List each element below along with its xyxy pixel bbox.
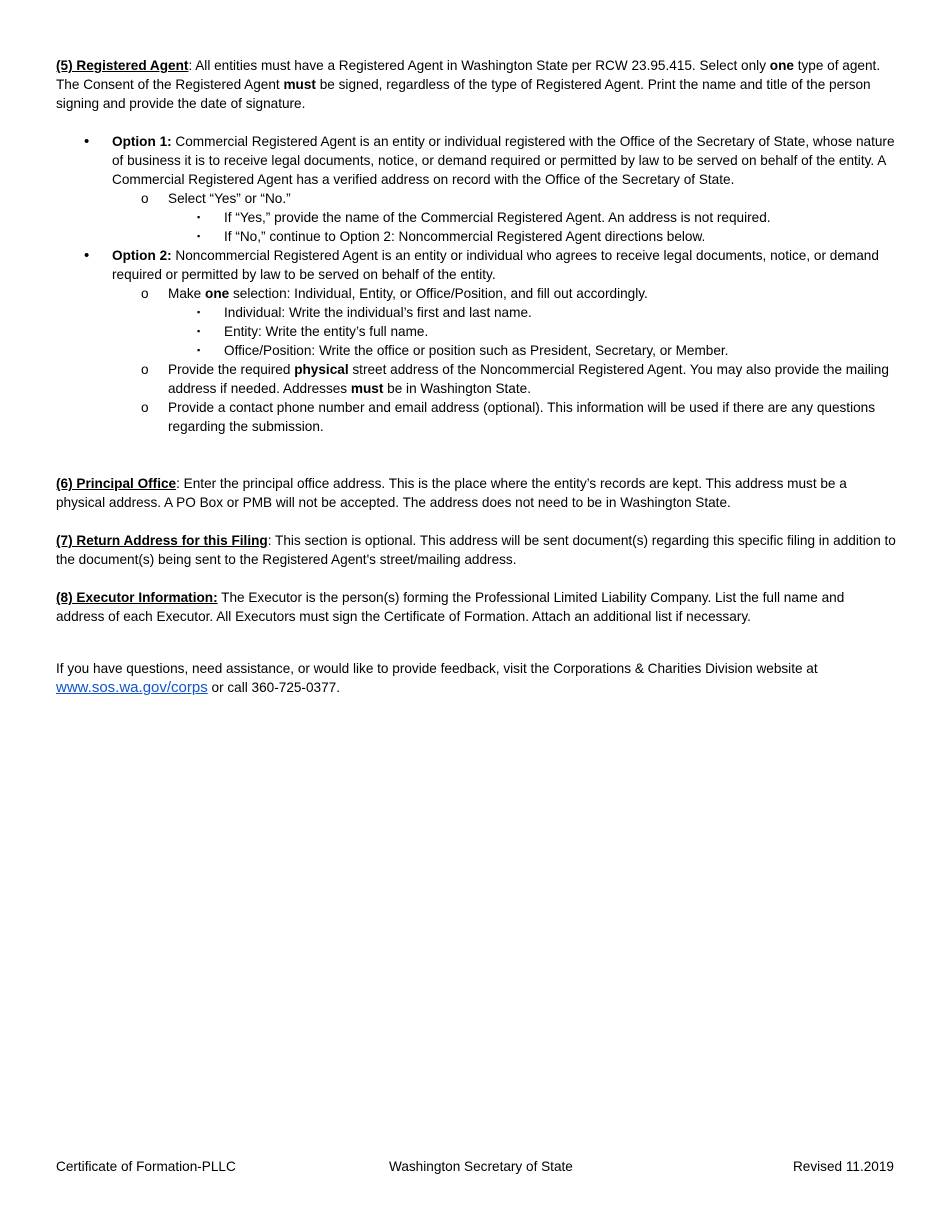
contact-text: If you have questions, need assistance, or would like to provide feedback, visit the Corporations & Charities Division website at xyxy=(56,661,818,676)
option-2-entity-item xyxy=(56,322,896,341)
square-bullet-icon: ▪ xyxy=(197,231,201,241)
option-2-entity-text: Entity: Write the entity’s full name. xyxy=(224,324,429,339)
page-footer xyxy=(56,1157,894,1175)
section-8-title: (8) Executor Information: xyxy=(56,590,218,605)
option-2-label: Option 2: xyxy=(112,248,172,263)
section-8-text: The Executor is the person(s) forming the Professional Limited Liability Company. List the full name and address of each Executor. All Executors must sign the Certificate of Formation. Attach an additional list if necessary. xyxy=(56,590,845,624)
option-2-address-item xyxy=(56,360,896,398)
option-2-office-item xyxy=(56,341,896,360)
option-2-address-text: be in Washington State. xyxy=(383,381,531,396)
square-bullet-icon: ▪ xyxy=(197,326,201,336)
option-2-contact-text: Provide a contact phone number and email address (optional). This information will be used if there are any questions regarding the submission. xyxy=(168,400,876,434)
option-2-make-bold: one xyxy=(205,286,230,301)
bullet-icon: • xyxy=(84,133,90,150)
section-6-text: : Enter the principal office address. This is the place where the entity’s records are kept. This address must be a physical address. A PO Box or PMB will not be accepted. The address does not need to be in Washington State. xyxy=(56,476,847,510)
footer-revision: Revised 11.2019 xyxy=(792,1159,894,1174)
square-bullet-icon: ▪ xyxy=(197,212,201,222)
section-5-bold: one xyxy=(769,58,794,73)
footer-form-name: Certificate of Formation-PLLC xyxy=(56,1159,236,1174)
circle-bullet-icon: o xyxy=(141,400,149,415)
option-2-address-bold: must xyxy=(350,381,384,396)
square-bullet-icon: ▪ xyxy=(197,345,201,355)
contact-phone-text: or call 360-725-0377. xyxy=(207,680,340,695)
section-6-principal-office xyxy=(56,474,896,512)
document-page xyxy=(56,56,896,697)
circle-bullet-icon: o xyxy=(141,191,149,206)
option-1-item xyxy=(56,132,896,189)
section-5-text: be signed, regardless of the type of Registered Agent. Print the name and title of the person signing and provide the date of signature. xyxy=(56,77,871,111)
option-1-yes-item xyxy=(56,208,896,227)
footer-agency: Washington Secretary of State xyxy=(389,1159,573,1174)
option-1-select-item xyxy=(56,189,896,208)
option-1-no-item xyxy=(56,227,896,246)
option-2-contact-item xyxy=(56,398,896,436)
section-7-title: (7) Return Address for this Filing xyxy=(56,533,268,548)
circle-bullet-icon: o xyxy=(141,362,149,377)
option-1-no-text: If “No,” continue to Option 2: Noncommercial Registered Agent directions below. xyxy=(224,229,706,244)
section-7-text: : This section is optional. This address will be sent document(s) regarding this specific filing in addition to the document(s) being sent to the Registered Agent's street/mailing address. xyxy=(56,533,896,567)
option-2-make-selection-item xyxy=(56,284,896,303)
square-bullet-icon: ▪ xyxy=(197,307,201,317)
option-2-address-text: street address of the Noncommercial Registered Agent. You may also provide the mailing address if needed. Addresses xyxy=(168,362,889,396)
registered-agent-options-list xyxy=(56,132,896,436)
section-5-title: (5) Registered Agent xyxy=(56,58,189,73)
option-2-make-text: selection: Individual, Entity, or Office/Position, and fill out accordingly. xyxy=(229,286,648,301)
option-2-office-text: Office/Position: Write the office or position such as President, Secretary, or Member. xyxy=(224,343,729,358)
section-5-text: : All entities must have a Registered Agent in Washington State per RCW 23.95.415. Select only xyxy=(188,58,770,73)
option-1-text: Commercial Registered Agent is an entity or individual registered with the Office of the Secretary of State, whose nature of business it is to receive legal documents, notice, or demand required or permitted by law to be served on behalf of the entity. A Commercial Registered Agent has a verified address on record with the Office of the Secretary of State. xyxy=(112,134,895,187)
option-2-text: Noncommercial Registered Agent is an entity or individual who agrees to receive legal documents, notice, or demand required or permitted by law to be served on behalf of the entity. xyxy=(112,248,879,282)
circle-bullet-icon: o xyxy=(141,286,149,301)
option-1-yes-text: If “Yes,” provide the name of the Commercial Registered Agent. An address is not required. xyxy=(224,210,771,225)
option-1-label: Option 1: xyxy=(112,134,172,149)
option-2-address-text: Provide the required xyxy=(168,362,295,377)
option-2-item xyxy=(56,246,896,284)
option-2-make-text: Make xyxy=(168,286,206,301)
option-2-individual-text: Individual: Write the individual’s first and last name. xyxy=(224,305,532,320)
section-7-return-address xyxy=(56,531,896,569)
corps-website-link[interactable]: www.sos.wa.gov/corps xyxy=(56,679,208,696)
section-8-executor-information xyxy=(56,588,896,626)
option-1-select-text: Select “Yes” or “No.” xyxy=(168,191,291,206)
section-5-registered-agent xyxy=(56,56,896,113)
option-2-address-bold: physical xyxy=(294,362,349,377)
bullet-icon: • xyxy=(84,247,90,264)
option-2-individual-item xyxy=(56,303,896,322)
section-6-title: (6) Principal Office xyxy=(56,476,177,491)
contact-paragraph xyxy=(56,659,896,697)
section-5-bold: must xyxy=(283,77,316,92)
section-5-text: type of agent. The Consent of the Registered Agent xyxy=(56,58,881,92)
